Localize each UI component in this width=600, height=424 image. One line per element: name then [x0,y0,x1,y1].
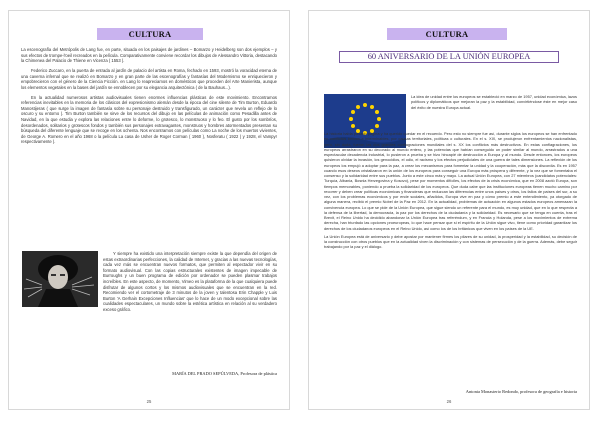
left-paragraph-2: Federico Zuccaro, en la puerta de entrada al jardín de palacio del artista en Roma, fechado en 1593, mostró la voracidad eterna de una caverna infernal que se realizó en Bomarzo y en gran parte de las escenografías y fantasías del Modernismo se enriquecieron y empobrecieron con el género de la Ciencia Ficción. en Lang lo reapreciamos en domésticos que proceden del Arte Manierista, aunque los elementos vegetales en la bases del jardín se ennoblecen por su elegancia arquitectónica ( de la Bauhaus...). [21,67,277,90]
right-page [308,10,590,410]
right-page-header: CULTURA [387,28,507,40]
right-intro [411,94,577,110]
left-page-number: 25 [146,399,152,404]
article-title: 60 ANIVERSARIO DE LA UNIÓN EUROPEA [339,51,559,63]
right-body [324,131,577,250]
film-still-image [22,251,98,307]
left-paragraph-1: La escenografía del Metrópolis de Lang fue, en parte, situada en los paisajes de jardines – Bomarzo y Heidelberg son dos ejemplos – y sus efectos de trompe-l'oeil recreados en la película. Comparativamente conviene recordar los dibujos de Alessandro Vittoria, destacando la Chimenea del Palacio de Thiene en Vicenza ( 1553 ). [21,47,277,64]
left-signature: MARÍA DEL PRADO SEPÚLVEDA, Profesora de plástica [172,371,277,376]
film-still-illustration [22,251,98,307]
left-page-body-wrap [103,251,277,317]
right-paragraph-1: La idea de unidad entre los europeos se estableció en marzo de 1957, unidad económica, lazos políticos y diplomáticos que mejoran la paz y la estabilidad, convirtiéndose éste en mejor caso del éxito de nuestra Europa actual. [411,94,577,110]
right-page-number: 26 [446,399,452,404]
right-paragraph-2: La historia habla pasado página y ha querido quedar en el recuerdo. Pero esto no siempre fue así, durante siglos los europeos se han enfrentado en conflictos bélicos e interminables, por causas territoriales, políticas o culturales. En el s. XIX, se produjeron enfrentamientos nacionalistas, pero, sin duda, fueron las dos grandes conflagraciones mundiales del s. XX los conflictos más destructivos. En estas conflagraciones, los europeos arrastraron en su decorado al mundo entero, y las potencias que habían conseguido un poder similar al mundo, arrastrados a una espectacular decadencia industrial, lo pusieron a prueba y se hizo hincapié de destrucción a Europa y al mundo. Desde entonces, los europeos quisieron olvidar la invasión, los genocidios, el odio, el racismo y los efectos perjudiciales de una guerra de tales dimensiones. La reflexión de los europeos los empujó a adoptar para la paz, a crear los mecanismos para fomentar la unidad y la cooperación, más que la discordia. Es en 1957 cuando esos deseos cristalizaron en la unión de los europeos para conseguir una Europa más próspera y diferente, y la vez que se fomentaba el consenso y la solidaridad entre sus pueblos. Junto a este cinco más y mayo. La actual Unión Europea, con 27 miembros (candidatos potenciales: Turquía, Albania, Bosnia Herzegovina y Kosovo), pese por momentos difíciles, los efectos de la crisis económica, que en 2008 azotó Europa, son tiempos memorables, poniendo a prueba la solidaridad de los europeos. Que duda cabe que las instituciones europeas tienen mucho camino por recorrer y deben crear políticas económicas y financieras que reduzcan las diferencias entre unos países y otros, los fallos de países del sur, a su vez, con los problemas económicos y por ende sociales, añadidos, Europa vive en paz y cómo premio a este entendimiento, ya otorgado de alguna manera, recibió el premio Nobel de la Paz en 2012. En la actualidad, problemas de actuación en algunos estados europeos amenazan la convivencia europea. Lo que se pide de la Unión Europea, que sigue siendo un referente para el mundo, es muy unidad, que en lo que respecta a la defensa de la libertad, la democracia, la paz por los derechos de la ciudadanía y la solidaridad. Es necesario que se tenga en cuenta, tras el Brexit, el Reino Unido ha decidido abandonar la Unión Europea tras referéndum, y en Francia y Holanda, pese a los movimientos de extrema derecha, han triunfado las opciones proeuropeas, lo que hace pensar que si el espíritu de la Unión sigue vivo, tiene como prioridad garantizar los derechos de los ciudadanos europeos en el Reino Unido, así como los de los británicos que viven en los países de la UE. [324,131,577,231]
right-signature: Antonia Monasterio Redondo, profesora de geografía e historia [465,389,577,394]
right-paragraph-3: La Unión Europea está de aniversario y debe apostar por mantener firmes los pilares de su unidad, la prosperidad y la estabilidad, su decisión de la construcción con otros pueblos que en la actualidad viven la discriminación y con sistemas de persecución y de la guerra. Además, debe seguir trabajando por la paz y el diálogo. [324,233,577,250]
left-page-header: CULTURA [97,28,203,40]
left-page-body [21,47,277,149]
left-paragraph-3: En la actualidad numerosos artistas audiovisuales tienen enormes influencias plásticas de este movimiento. Encontramos referencias inevitables en la memoria de los clásicos del expresionismo alemán desde la época del cine silente de Tim Burton, Eduardo Manostijeras ( que surge la imagen de fantasía sobre su personaje destruido y transfigurado, un carácter que revela un reflejo de lo oscuro y su entorno ). Tim Burton también se sirve de los recursos del dibujo en las películas de animación como Pesadilla antes de Navidad, en la que estudia y explora las relaciones entre lo deforme, lo grotesco, lo monstruoso y lo feo. El gusto por los sombríos, desordenados, solitarios y grotescos fondos y también sus personajes extravagantes, monstruos y hombres atormentados presentan su búsqueda del diferente lenguaje que se recoge en los ochenta. Nos encontramos con películas como La noche de los muertos vivientes, de George A. Romero en el año 1968 o la película La casa de Usher de Roger Corman ( 1960 ), Nosferatu ( 1922 ) y 1928, el Vampyr respectivamente ). [21,94,277,145]
left-paragraph-4: Y siempre ha existido una interpretación siempre existe la que dependía del origen de estas extraordinarias perfecciones, la calidad de Internet, y gracias a las nuevas tecnologías, cada vez más se encuentran nuevos formatos, que permiten al espectador vivir en su formato audiovisual. Con las copias estructurales existentes de imagen impecable de Burroughs y un buen programa de edición por ordenador se pueden plasmar trabajos increíbles. En este aspecto, de momento, Vimeo es la plataforma de la que cualquiera puede disfrutar de algunos cortos y los mismos audiovisuales que se encuentran en la red. Recomiendo ver el cortometraje de 3 minutos de la joven y talentosa Erin Chapple y Luis Burton 'A Gerhain Excepciones Influencias' que lo hace de un modo excepcional sobre las cualidades espectaculares, un mundo sobre la estética artística en relación al su verdadero exceso gráfico. [103,251,277,312]
left-page [8,10,290,410]
